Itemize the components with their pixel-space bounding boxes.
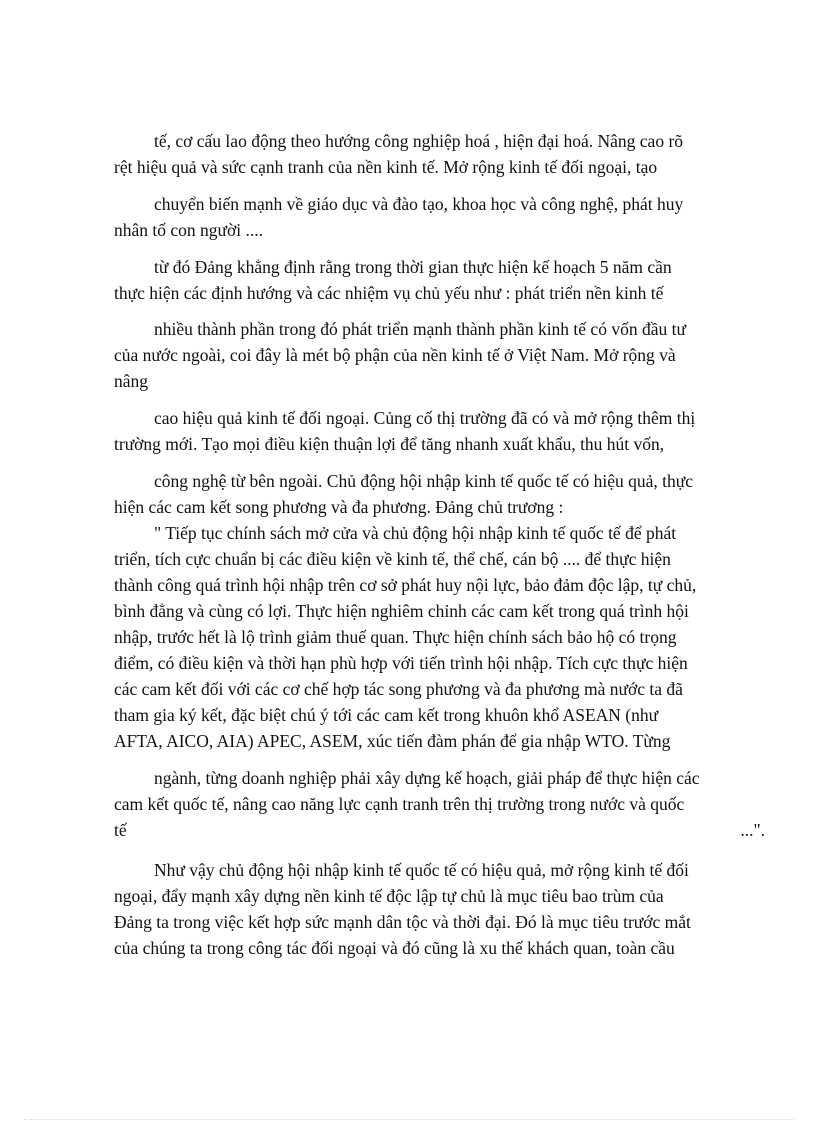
paragraph-5-line-2: trường mới. Tạo mọi điều kiện thuận lợi để tăng nhanh xuất khẩu, thu hút vốn, [114,434,665,454]
paragraph-6-line-6: bình đẳng và cùng có lợi. Thực hiện nghiêm chỉnh các cam kết trong quá trình hội [114,601,689,621]
paragraph-8-line-3: Đảng ta trong việc kết hợp sức mạnh dân tộc và thời đại. Đó là mục tiêu trước mắt [114,912,691,932]
paragraph-1-line-2: rệt hiệu quả và sức cạnh tranh của nền kinh tế. Mở rộng kinh tế đối ngoại, tạo [114,157,658,177]
paragraph-5-line-1: cao hiệu quả kinh tế đối ngoại. Củng cố thị trường đã có và mở rộng thêm thị [154,408,696,428]
paragraph-6-line-2: hiện các cam kết song phương và đa phương. Đảng chủ trương : [114,497,564,517]
paragraph-6-line-9: các cam kết đối với các cơ chế hợp tác song phương và đa phương mà nước ta đã [114,679,683,699]
paragraph-1-line-1: tế, cơ cấu lao động theo hướng công nghiệp hoá , hiện đại hoá. Nâng cao rõ [154,131,684,151]
paragraph-2-line-1: chuyển biến mạnh về giáo dục và đào tạo, khoa học và công nghệ, phát huy [154,194,684,214]
paragraph-6-line-11: AFTA, AICO, AIA) APEC, ASEM, xúc tiến đàm phán để gia nhập WTO. Từng [114,731,671,751]
paragraph-7-line-1: ngành, từng doanh nghiệp phải xây dựng kế hoạch, giải pháp để thực hiện các [154,768,700,788]
paragraph-8-line-4: của chúng ta trong công tác đối ngoại và đó cũng là xu thế khách quan, toàn cầu [114,938,675,958]
paragraph-3-line-2: thực hiện các định hướng và các nhiệm vụ chủ yếu như : phát triển nền kinh tế [114,283,664,303]
paragraph-6-line-7: nhập, trước hết là lộ trình giảm thuế quan. Thực hiện chính sách bảo hộ có trọng [114,627,677,647]
paragraph-4-line-2: của nước ngoài, coi đây là mét bộ phận của nền kinh tế ở Việt Nam. Mở rộng và [114,345,676,365]
paragraph-6-line-3: " Tiếp tục chính sách mở cửa và chủ động hội nhập kinh tế quốc tế để phát [154,523,677,543]
paragraph-7-line-2: cam kết quốc tế, nâng cao năng lực cạnh tranh trên thị trường trong nước và quốc [114,794,685,814]
paragraph-4-line-3: nâng [114,371,149,391]
paragraph-6-line-10: tham gia ký kết, đặc biệt chú ý tới các cam kết trong khuôn khổ ASEAN (như [114,705,659,725]
paragraph-2-line-2: nhân tố con người .... [114,220,263,240]
paragraph-8-line-1: Như vậy chủ động hội nhập kinh tế quốc tế có hiệu quả, mở rộng kinh tế đối [154,860,689,880]
paragraph-6-line-4: triển, tích cực chuẩn bị các điều kiện về kinh tế, thể chế, cán bộ .... để thực hiện [114,549,671,569]
paragraph-7-line-3-end: ...". [740,820,765,840]
paragraph-4-line-1: nhiều thành phần trong đó phát triển mạnh thành phần kinh tế có vốn đầu tư [154,319,686,339]
paragraph-6-line-5: thành công quá trình hội nhập trên cơ sở phát huy nội lực, bảo đảm độc lập, tự chủ, [114,575,697,595]
page-bottom-dotted-rule [24,1119,794,1120]
paragraph-3-line-1: từ đó Đảng khẳng định rằng trong thời gian thực hiện kế hoạch 5 năm cần [154,257,672,277]
paragraph-8-line-2: ngoại, đẩy mạnh xây dựng nền kinh tế độc lập tự chủ là mục tiêu bao trùm của [114,886,664,906]
paragraph-6-line-1: công nghệ từ bên ngoài. Chủ động hội nhập kinh tế quốc tế có hiệu quả, thực [154,471,693,491]
paragraph-7-line-3: tế [114,820,127,840]
paragraph-6-line-8: điểm, có điều kiện và thời hạn phù hợp với tiến trình hội nhập. Tích cực thực hiện [114,653,688,673]
